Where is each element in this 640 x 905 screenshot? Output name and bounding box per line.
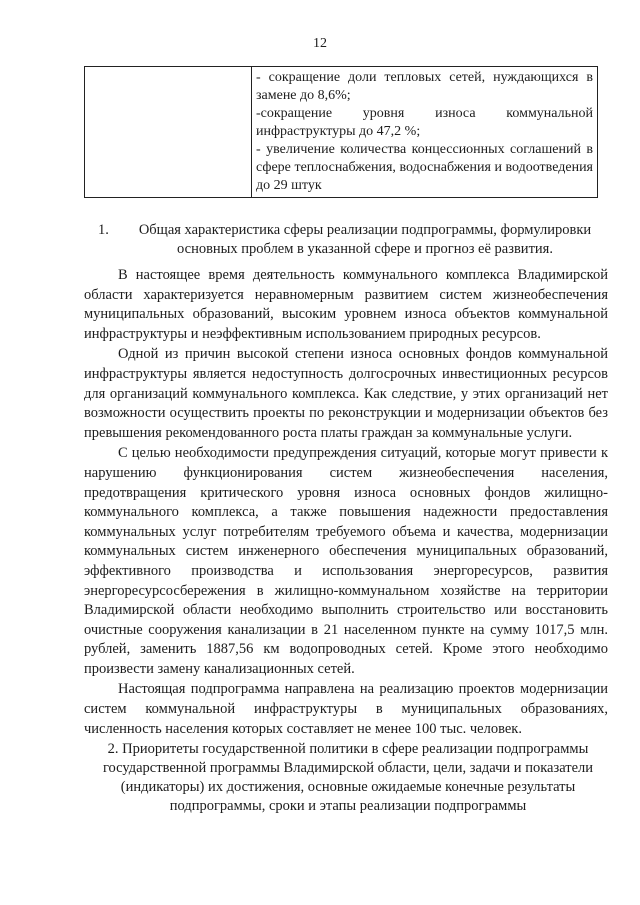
- indicators-table: [84, 66, 598, 198]
- page-number: 12: [313, 36, 327, 51]
- paragraph: С целью необходимости предупреждения ситуаций, которые могут привести к нарушению функционирования систем жизнеобеспечения населения, предотвращения критического уровня износа основных фондов жилищно-коммунального комплекса, а также повышения надежности предоставления коммунальных услуг потребителям требуемого объема и качества, модернизации коммунальных систем инженерного обеспечения муниципальных образований, эффективного производства и использования энергоресурсов, развития энергоресурсосбережения в жилищно-коммунальном хозяйстве на территории Владимирской области необходимо выполнить строительство или восстановить очистные сооружения канализации в 21 населенном пункте на сумму 1017,5 млн. рублей, заменить 1887,56 км водопроводных сетей. Кроме этого необходимо произвести замену канализационных сетей.: [84, 445, 608, 677]
- section-1-number: 1.: [98, 222, 109, 238]
- section-1-title: Общая характеристика сферы реализации подпрограммы, формулировки основных проблем в указанной сфере и прогноз её развития.: [138, 222, 592, 257]
- section-1-heading: [98, 221, 598, 259]
- section-2-heading: 2. Приоритеты государственной политики в сфере реализации подпрограммы государственной программы Владимирской области, цели, задачи и показатели (индикаторы) их достижения, основные ожидаемые конечные результаты подпрограммы, сроки и этапы реализации подпрограммы: [102, 741, 594, 814]
- section-1-body: [84, 266, 608, 739]
- table-line: - увеличение количества концессионных соглашений в сфере теплоснабжения, водоснабжения и водоотведения до 29 штук: [256, 142, 593, 193]
- paragraph: Одной из причин высокой степени износа основных фондов коммунальной инфраструктуры является недоступность долгосрочных инвестиционных ресурсов для организаций коммунального комплекса. Как следствие, у этих организаций нет возможности осуществить проекты по реконструкции и модернизации объектов без превышения рекомендованного роста платы граждан за коммунальные услуги.: [84, 346, 608, 441]
- paragraph: Настоящая подпрограмма направлена на реализацию проектов модернизации систем коммунальной инфраструктуры в муниципальных образованиях, численность населения которых составляет не менее 100 тыс. человек.: [84, 681, 608, 737]
- table-row: [85, 67, 598, 198]
- table-label-cell: [85, 67, 252, 198]
- table-line: - сокращение доли тепловых сетей, нуждающихся в замене до 8,6%;: [256, 70, 593, 103]
- table-value-cell: [252, 67, 598, 198]
- paragraph: В настоящее время деятельность коммунального комплекса Владимирской области характеризуется неравномерным развитием систем жизнеобеспечения муниципальных образований, высоким уровнем износа объектов коммунальной инфраструктуры и неэффективным использованием природных ресурсов.: [84, 267, 608, 342]
- table-line: -сокращение уровня износа коммунальной инфраструктуры до 47,2 %;: [256, 106, 593, 139]
